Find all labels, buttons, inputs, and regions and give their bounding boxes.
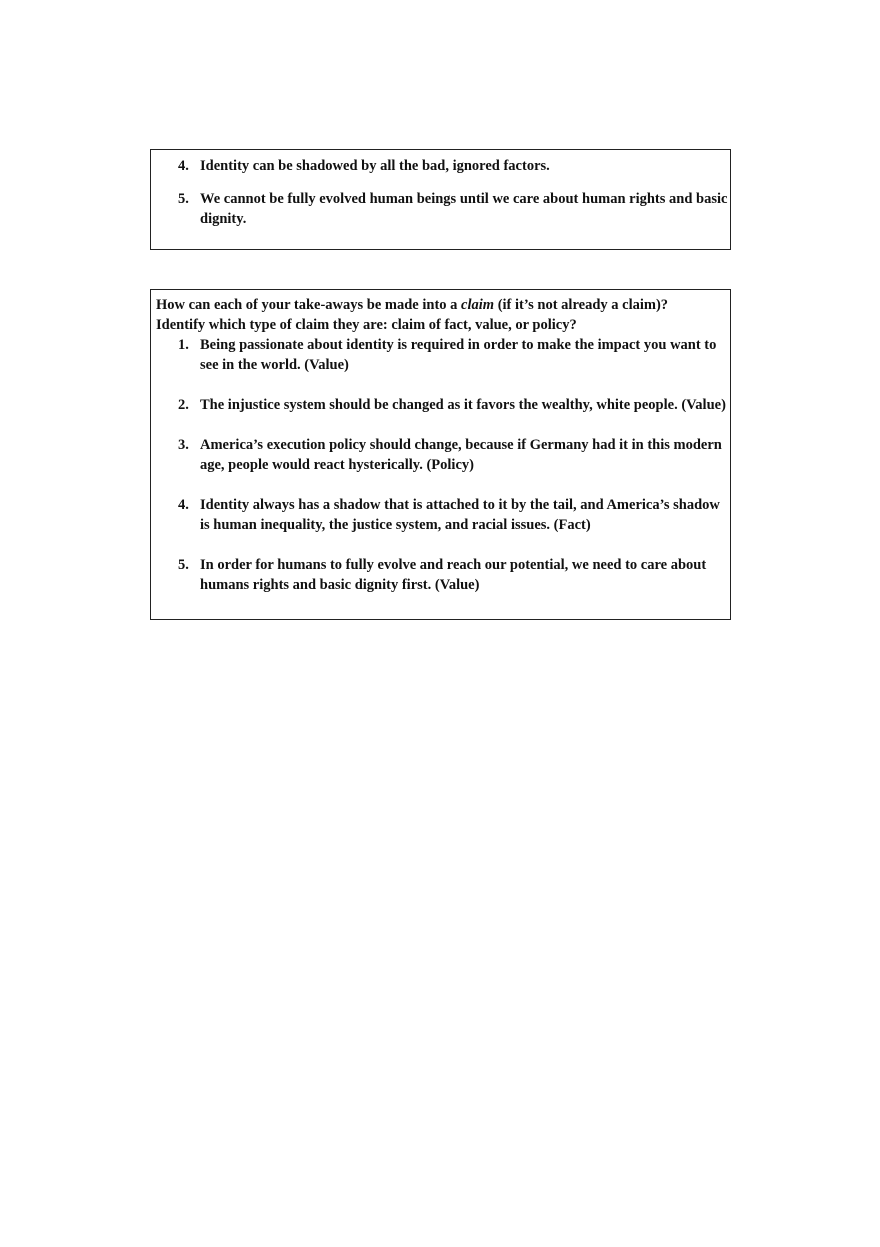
list-item-text: In order for humans to fully evolve and reach our potential, we need to care about humans rights and basic dignity first. (Value) [200,557,707,593]
list-item-text: The injustice system should be changed as it favors the wealthy, white people. (Value) [200,397,726,413]
takeaways-list [151,150,730,229]
list-item-number: 4. [178,158,189,174]
prompt-italic-word: claim [461,297,495,313]
list-item-text: Identity always has a shadow that is attached to it by the tail, and America’s shadow is human inequality, the justice system, and racial issues. (Fact) [200,497,720,533]
prompt-line-2: Identify which type of claim they are: claim of fact, value, or policy? [156,317,577,333]
prompt-text: How can each of your take-aways be made into a [156,297,462,313]
takeaways-box [150,149,731,250]
list-item-number: 5. [178,191,189,207]
list-item-text: America’s execution policy should change, because if Germany had it in this modern age, people would react hysterically. (Policy) [200,437,722,473]
claims-box [150,289,731,620]
list-item-number: 3. [178,437,189,453]
list-item [151,435,730,475]
list-item-text: Identity can be shadowed by all the bad, ignored factors. [200,158,550,174]
claims-prompt [151,290,730,335]
list-item-number: 4. [178,497,189,513]
list-item-text: Being passionate about identity is required in order to make the impact you want to see in the world. (Value) [200,337,717,373]
prompt-line-1 [156,295,730,315]
prompt-text: (if it’s not already a claim)? [494,297,669,313]
list-item [151,395,730,415]
list-item-text: We cannot be fully evolved human beings until we care about human rights and basic dignity. [200,191,728,227]
list-item [151,156,730,176]
list-item-number: 5. [178,557,189,573]
list-item [151,495,730,535]
list-item-number: 2. [178,397,189,413]
list-item-number: 1. [178,337,189,353]
list-item [151,555,730,595]
list-item [151,335,730,375]
claims-list [151,335,730,595]
list-item [151,189,730,229]
